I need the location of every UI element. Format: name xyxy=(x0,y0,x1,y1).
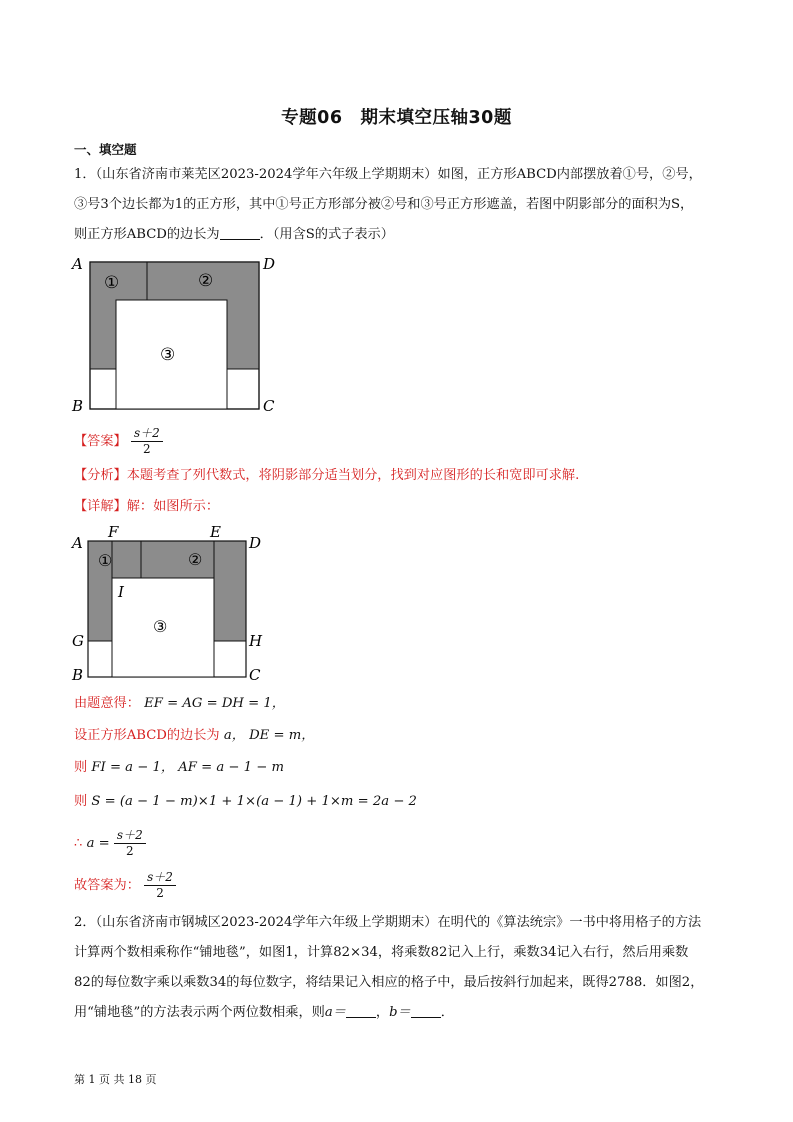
label-2: ② xyxy=(198,271,214,291)
q1-line-3-text-b: ．（用含S的式子表示） xyxy=(259,227,394,242)
step-5 xyxy=(74,828,146,859)
detail-text: 解：如图所示： xyxy=(126,499,220,514)
step-6-denominator: 2 xyxy=(156,886,164,900)
vertex-a: A xyxy=(72,255,83,273)
figure-2 xyxy=(68,522,278,687)
q2-a-label: a＝ xyxy=(324,1005,346,1020)
step-4 xyxy=(74,792,417,812)
question-1 xyxy=(74,160,724,250)
q2-line-4 xyxy=(74,998,724,1028)
q2-b-label: b＝ xyxy=(389,1005,411,1020)
step-3-math: FI = a − 1， AF = a − 1 − m xyxy=(91,760,284,775)
step-5-fraction xyxy=(114,828,146,859)
q2-line-3: 82的每位数字乘以乘数34的每位数字，将结果记入相应的格子中，最后按斜行加起来，既得2788．如图2， xyxy=(74,975,704,990)
step-4-label: 则 xyxy=(74,794,88,809)
question-2 xyxy=(74,908,724,1028)
q1-line-2: ③号3个边长都为1的正方形，其中①号正方形部分被②号和③号正方形遮盖，若图中阴影部分的面积为S， xyxy=(74,197,694,212)
label-2-2: ② xyxy=(188,550,203,569)
step-1-math: EF = AG = DH = 1， xyxy=(144,696,285,711)
step-5-numerator: s＋2 xyxy=(114,828,146,844)
section-heading: 一、填空题 xyxy=(74,142,137,157)
step-3-label: 则 xyxy=(74,760,88,775)
page-title: 专题06 期末填空压轴30题 xyxy=(281,108,512,128)
step-1 xyxy=(74,694,285,714)
q2-line-1: 2．（山东省济南市钢城区2023-2024学年六年级上学期期末）在明代的《算法统宗》一书中将用格子的方法 xyxy=(74,915,702,930)
step-5-math: a = xyxy=(86,836,110,851)
step-5-label: ∴ xyxy=(74,836,83,851)
step-2-label: 设正方形ABCD的边长为 xyxy=(74,728,220,743)
vertex-h: H xyxy=(249,632,263,650)
answer-fraction xyxy=(131,426,163,457)
q2-comma: ， xyxy=(375,1005,390,1020)
vertex-d-2: D xyxy=(249,534,262,552)
q1-line-1: 1．（山东省济南市莱芜区2023-2024学年六年级上学期期末）如图，正方形ABCD内部摆放着①号，②号， xyxy=(74,167,702,182)
detail-line xyxy=(74,497,219,517)
vertex-g: G xyxy=(72,632,84,650)
step-2-math: a， DE = m， xyxy=(223,728,315,743)
step-6-fraction xyxy=(144,870,176,901)
vertex-b: B xyxy=(72,397,84,415)
q2-period: ． xyxy=(440,1005,454,1020)
vertex-e: E xyxy=(210,523,221,541)
label-1: ① xyxy=(104,273,120,293)
step-2 xyxy=(74,726,314,746)
answer-tag: 【答案】 xyxy=(74,434,127,449)
detail-tag: 【详解】 xyxy=(74,499,127,514)
step-6-label: 故答案为： xyxy=(74,878,140,893)
vertex-a-2: A xyxy=(72,534,83,552)
vertex-f: F xyxy=(108,523,119,541)
q2-line-4-text: 用“铺地毯”的方法表示两个两位数相乘，则 xyxy=(74,1005,325,1020)
analysis-text: 本题考查了列代数式，将阴影部分适当划分，找到对应图形的长和宽即可求解. xyxy=(126,468,580,483)
answer-denominator: 2 xyxy=(143,442,151,456)
q1-line-3-text-a: 则正方形ABCD的边长为 xyxy=(74,227,220,242)
answer-line xyxy=(74,426,163,457)
analysis-tag: 【分析】 xyxy=(74,468,127,483)
step-4-math: S = (a − 1 − m)×1 + 1×(a − 1) + 1×m = 2a − 2 xyxy=(91,794,417,809)
step-6 xyxy=(74,870,176,901)
answer-blank xyxy=(220,225,260,240)
vertex-i: I xyxy=(118,583,124,601)
step-1-label: 由题意得： xyxy=(74,696,140,711)
figure-1 xyxy=(68,252,283,417)
q1-line-3 xyxy=(74,220,724,250)
step-5-denominator: 2 xyxy=(125,844,134,858)
page-footer: 第 1 页 共 18 页 xyxy=(74,1073,157,1086)
blank-b xyxy=(411,1003,441,1018)
q2-line-2: 计算两个数相乘称作“铺地毯”，如图1，计算82×34，将乘数82记入上行，乘数34记入右行，然后用乘数 xyxy=(74,945,689,960)
step-3 xyxy=(74,758,284,778)
label-3-2: ③ xyxy=(153,617,168,636)
vertex-c: C xyxy=(263,397,275,415)
step-6-numerator: s＋2 xyxy=(144,870,176,886)
vertex-c-2: C xyxy=(249,666,261,684)
label-1-2: ① xyxy=(98,551,113,570)
vertex-b-2: B xyxy=(72,666,84,684)
answer-numerator: s＋2 xyxy=(131,426,163,442)
analysis-line xyxy=(74,466,579,486)
vertex-d: D xyxy=(263,255,276,273)
blank-a xyxy=(346,1003,376,1018)
label-3: ③ xyxy=(160,345,176,365)
